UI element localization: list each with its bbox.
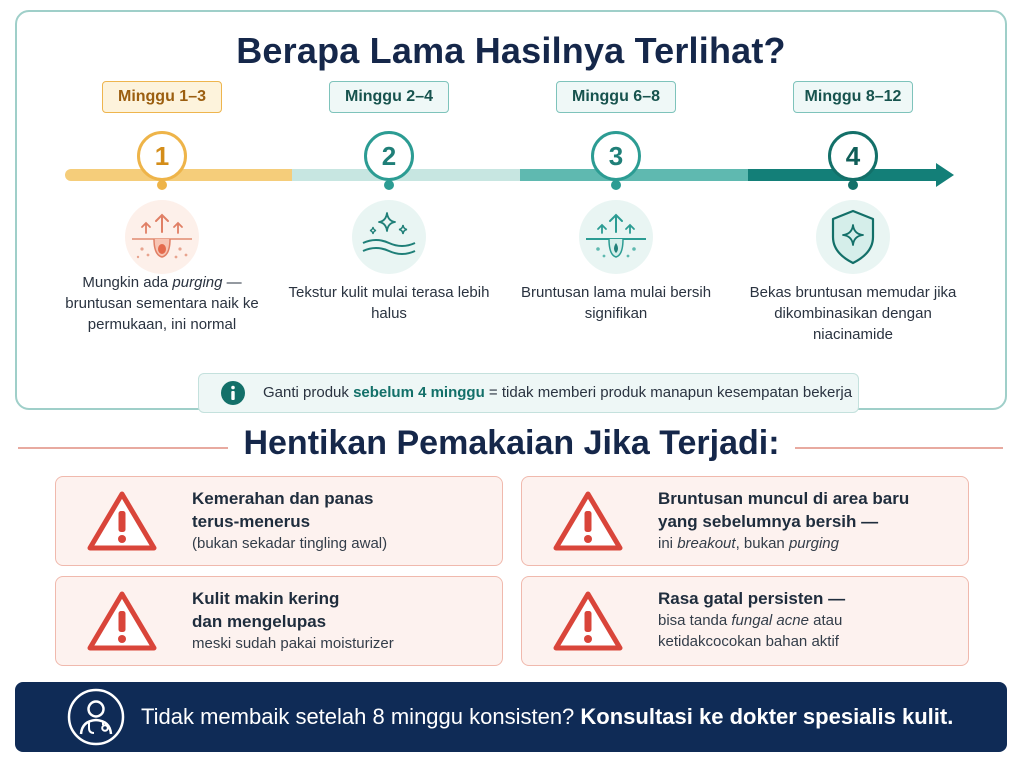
- stage-1-marker: [157, 180, 167, 190]
- warning-card-redness: [55, 476, 503, 566]
- warning-2-line-1: Bruntusan muncul di area baru: [658, 489, 910, 508]
- stage-3-number: 3: [591, 131, 641, 181]
- stage-2-period: Minggu 2–4: [329, 81, 449, 113]
- warning-4-line-2: bisa tanda fungal acne atau: [658, 612, 843, 629]
- warning-triangle-icon: [552, 589, 624, 653]
- stop-title: Hentikan Pemakaian Jika Terjadi:: [243, 424, 780, 462]
- stage-1-period: Minggu 1–3: [102, 81, 222, 113]
- timeline-panel: [15, 10, 1007, 410]
- stage-4-marker: [848, 180, 858, 190]
- consult-banner: [15, 682, 1007, 752]
- warning-3-line-1: Kulit makin kering: [192, 589, 340, 608]
- stage-2-description: Tekstur kulit mulai terasa lebih halus: [288, 284, 490, 322]
- info-note-text: Ganti produk sebelum 4 minggu = tidak memberi produk manapun kesempatan bekerja: [263, 384, 853, 401]
- info-note: [198, 373, 859, 413]
- consult-banner-text: Tidak membaik setelah 8 minggu konsisten? Konsultasi ke dokter spesialis kulit.: [141, 704, 954, 729]
- warning-triangle-icon: [86, 489, 158, 553]
- stage-1-description: Mungkin ada purging — bruntusan sementara naik ke permukaan, ini normal: [65, 274, 259, 333]
- timeline-arrowhead: [936, 163, 954, 187]
- warning-1-line-3: (bukan sekadar tingling awal): [192, 535, 388, 552]
- stage-3-marker: [611, 180, 621, 190]
- stage-4-description: Bekas bruntusan memudar jika dikombinasikan dengan niacinamide: [749, 284, 957, 343]
- stage-1-number: 1: [137, 131, 187, 181]
- stage-4-period: Minggu 8–12: [793, 81, 913, 113]
- smooth-skin-sparkle-icon: [351, 199, 427, 275]
- warning-card-new-breakout: [521, 476, 969, 566]
- warning-4-line-3: ketidakcocokan bahan aktif: [658, 633, 839, 650]
- stage-2-number: 2: [364, 131, 414, 181]
- warning-3-line-2: dan mengelupas: [192, 612, 327, 631]
- doctor-icon: [67, 688, 125, 746]
- warning-2-line-2: yang sebelumnya bersih —: [658, 512, 879, 531]
- warning-1-line-1: Kemerahan dan panas: [192, 489, 374, 508]
- shield-sparkle-icon: [815, 199, 891, 275]
- timeline-title: Berapa Lama Hasilnya Terlihat?: [236, 30, 786, 71]
- warning-4-line-1: Rasa gatal persisten —: [658, 589, 846, 608]
- divider-right: [795, 447, 1003, 449]
- stage-2-marker: [384, 180, 394, 190]
- purging-skin-icon: [124, 199, 200, 275]
- warning-card-dry-peeling: [55, 576, 503, 666]
- stage-4-number: 4: [828, 131, 878, 181]
- stage-3-description: Bruntusan lama mulai bersih signifikan: [520, 284, 712, 322]
- divider-left: [18, 447, 228, 449]
- warning-1-line-2: terus-menerus: [192, 512, 311, 531]
- warning-2-line-3: ini breakout, bukan purging: [658, 535, 839, 552]
- info-icon: [221, 381, 245, 405]
- clearing-skin-icon: [578, 199, 654, 275]
- stage-3-period: Minggu 6–8: [556, 81, 676, 113]
- warning-3-line-3: meski sudah pakai moisturizer: [192, 635, 394, 652]
- warning-triangle-icon: [86, 589, 158, 653]
- warning-triangle-icon: [552, 489, 624, 553]
- warning-card-itching: [521, 576, 969, 666]
